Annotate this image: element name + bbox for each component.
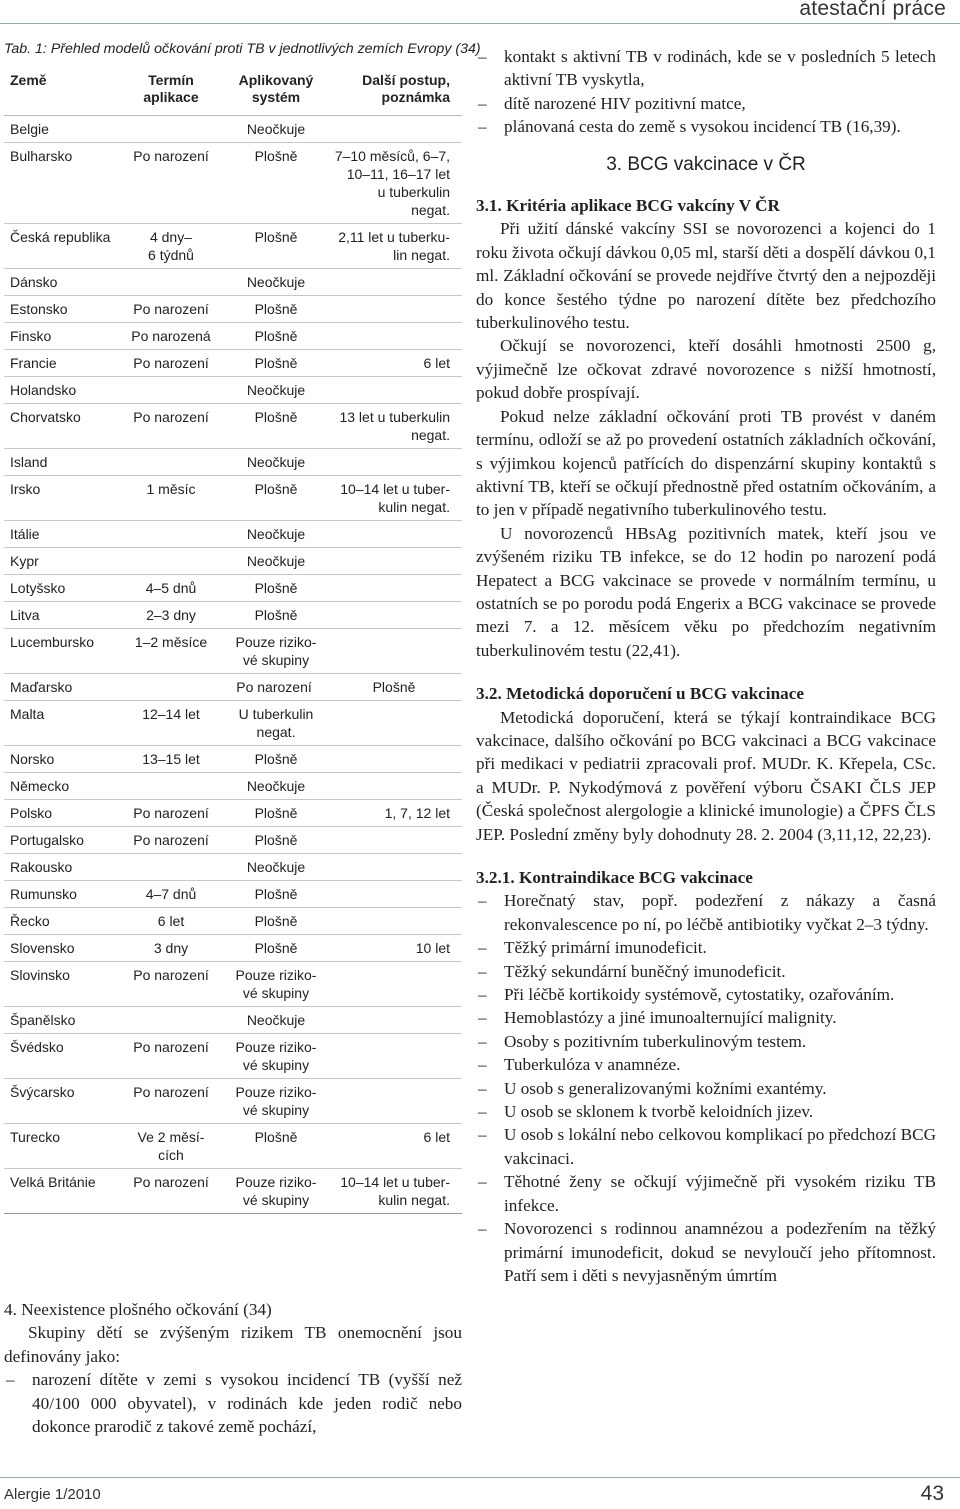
cell-country: Slovinsko [10,967,70,983]
th-time-line1: Termín [148,72,194,88]
cell-note-line: 10–11, 16–17 let [346,166,450,182]
cell-system: Plošně [254,481,298,497]
cell-system: Plošně [254,580,298,596]
table-row [4,449,462,476]
cell-note-line: kulin negat. [378,499,450,515]
cell-system-line: negat. [256,724,296,740]
cell-system: Plošně [254,940,298,956]
contraindication-item-text: Těžký sekundární buněčný imunodeficit. [504,961,786,981]
contraindication-item [476,1217,936,1287]
table-row [4,962,462,1007]
cell-country: Švýcarsko [10,1084,75,1100]
cell-system-line: vé skupiny [242,985,310,1001]
cell-system-line: U tuberkulin [238,706,314,722]
cell-country: Itálie [10,526,40,542]
section-3-1-para: U novorozenců HBsAg pozitivních matek, kteří jsou ve zvýšeném riziku TB infekce, se do 12 hodin po narození podá Hepatect a BCG vakcinace se provede v normálním termínu, u ostatních se po porodu podá Engerix a BCG vakcinace se provede mezi 7. a 12. měsícem věku po předchozím negativním tuberkulinovém testu (22,41). [476,523,936,660]
table-row [4,854,462,881]
cell-time: Po narození [133,1084,209,1100]
section-3-2-1-title: 3.2.1. Kontraindikace BCG vakcinace [476,868,753,887]
cell-time: 3 dny [153,940,189,956]
page-number: 43 [920,1482,944,1505]
cell-country: Česká republika [10,229,111,245]
dash-marker: – [478,891,487,911]
dash-marker: – [478,1102,487,1122]
vaccination-table [4,66,462,1214]
th-note [325,72,450,106]
cell-time: Po narození [133,355,209,371]
section-3-2-para: Metodická doporučení, která se týkají kontraindikace BCG vakcinace, dalšího očkování po BCG vakcinaci a BCG vakcinace při medikaci v pediatrii zpracovali prof. MUDr. K. Křepela, CSc. a MUDr. P. Nykodýmová z pověření výboru ČSAKI ČLS JEP (Česká společnost alergologie a klinické imunologie) a ČPFS ČLS JEP. Poslední změny byly dohodnuty 28. 2. 2004 (3,11,12, 22,23). [476,707,936,844]
contraindication-item [476,1077,936,1100]
section-4 [4,1298,462,1438]
cell-system-line: Pouze riziko- [235,1039,317,1055]
contraindication-item [476,1053,936,1076]
cell-note-line: 13 let u tuberkulin [339,409,450,425]
table-row [4,602,462,629]
cell-note: 6 let [423,355,450,371]
cell-system: Plošně [254,355,298,371]
cell-note [325,408,450,444]
cell-time: 2–3 dny [146,607,196,623]
section-3-title: 3. BCG vakcinace v ČR [606,153,806,175]
dash-marker: – [478,1078,487,1098]
section-3-1-para: Pokud nelze základní očkování proti TB provést v daném termínu, odloží se až po provedení ostatních základních očkování, s výjimkou kojenců patřících do dispenzární skupiny kontaktů s aktivní TB, kteří se očkují přednostně před ostatním očkováním, a to jen v případě negativního tuberkulinového testu. [476,406,936,520]
risk-list-continued [476,45,936,139]
contraindication-item-text: Těhotné ženy se očkují výjimečně při vysokém riziku TB infekce. [504,1172,936,1215]
cell-country: Slovensko [10,940,75,956]
cell-country: Francie [10,355,57,371]
dash-marker: – [478,938,487,958]
risk-item [476,115,936,138]
cell-country: Bulharsko [10,148,73,164]
cell-system: Plošně [254,328,298,344]
cell-time: 1–2 měsíce [134,634,208,650]
table-row [4,323,462,350]
running-head: atestační práce [799,0,946,20]
risk-item [4,1368,462,1438]
cell-system: Neočkuje [246,526,306,542]
cell-country: Polsko [10,805,53,821]
cell-system: Neočkuje [246,859,306,875]
page-header [0,0,960,22]
header-rule [0,23,960,24]
cell-note-line: 7–10 měsíců, 6–7, [334,148,450,164]
cell-system: Plošně [254,301,298,317]
cell-country: Řecko [10,913,50,929]
cell-time-line: Ve 2 měsí- [137,1129,205,1145]
cell-time: 12–14 let [142,706,200,722]
risk-item-text: plánovaná cesta do země s vysokou incidencí TB (16,39). [504,117,901,137]
th-time-line2: aplikace [143,89,199,105]
dash-marker: – [478,961,487,981]
contraindication-item-text: U osob se sklonem k tvorbě keloidních jizev. [504,1102,814,1122]
contraindication-item-text: Těžký primární imunodeficit. [504,938,707,958]
cell-time: Po narození [133,805,209,821]
table-row [4,404,462,449]
cell-system-line: vé skupiny [242,1102,310,1118]
table-row [4,1034,462,1079]
right-column [476,45,936,1287]
cell-time: Po narození [133,1174,209,1190]
cell-country: Velká Británie [10,1174,96,1190]
contraindication-item [476,1030,936,1053]
dash-marker: – [478,1055,487,1075]
cell-note-line: u tuberkulin [377,184,450,200]
table-row [4,269,462,296]
cell-time [116,228,226,264]
cell-country: Německo [10,778,70,794]
section-4-para: Skupiny dětí se zvýšeným rizikem TB onemocnění jsou definovány jako: [4,1323,462,1366]
cell-time: Po narození [133,1039,209,1055]
cell-note-line: 10–14 let u tuber- [340,1174,450,1190]
cell-system: Neočkuje [246,1012,306,1028]
contraindication-item [476,1100,936,1123]
cell-system: Plošně [254,805,298,821]
cell-system-line: Pouze riziko- [235,1174,317,1190]
cell-country: Maďarsko [10,679,73,695]
contraindication-item-text: U osob s lokální nebo celkovou komplikací po předchozí BCG vakcinaci. [504,1125,937,1168]
cell-note-line: 10–14 let u tuber- [340,481,450,497]
cell-note-line: lin negat. [393,247,450,263]
cell-system: Plošně [254,148,298,164]
dash-marker: – [478,1125,487,1145]
cell-country: Chorvatsko [10,409,81,425]
th-country: Země [10,72,47,88]
cell-system: Neočkuje [246,121,306,137]
section-3-1-para: Očkují se novorozenci, kteří dosáhli hmotnosti 2500 g, výjimečně lze očkovat zdravé novorozence s nižší hmotností, pokud dobře prospívají. [476,336,936,403]
cell-country: Belgie [10,121,49,137]
journal-name: Alergie 1/2010 [4,1486,101,1503]
dash-marker: – [478,1219,487,1239]
cell-system: Plošně [254,409,298,425]
cell-system: Neočkuje [246,382,306,398]
cell-note-line: 2,11 let u tuberku- [338,229,450,245]
section-4-list [4,1368,462,1438]
cell-time: Po narozená [131,328,211,344]
cell-time-line: 4 dny– [149,229,193,245]
table-row [4,116,462,143]
cell-time: Po narození [133,967,209,983]
cell-system-line: Pouze riziko- [235,634,317,650]
table-row [4,1169,462,1214]
table-row [4,881,462,908]
section-3-2-title: 3.2. Metodická doporučení u BCG vakcinace [476,684,804,704]
cell-time: 4–5 dnů [145,580,197,596]
table-row [4,224,462,269]
cell-country: Island [10,454,48,470]
cell-system [226,1083,326,1119]
cell-country: Estonsko [10,301,68,317]
cell-country: Španělsko [10,1012,76,1028]
cell-system: Plošně [254,913,298,929]
cell-time: 1 měsíc [146,481,196,497]
contraindication-item [476,936,936,959]
cell-country: Litva [10,607,40,623]
cell-system: Neočkuje [246,454,306,470]
table-row [4,827,462,854]
dash-marker: – [478,47,487,66]
cell-note: 1, 7, 12 let [384,805,450,821]
cell-time: 13–15 let [142,751,200,767]
th-system-line1: Aplikovaný [238,72,314,88]
cell-note: Plošně [372,679,416,695]
cell-note: 10 let [415,940,450,956]
dash-marker: – [6,1370,15,1390]
table-body [4,116,462,1214]
dash-marker: – [478,93,487,113]
cell-system: Plošně [254,607,298,623]
table-row [4,773,462,800]
th-system [226,72,326,106]
section-4-heading: 4. Neexistence plošného očkování (34) [4,1300,272,1319]
table-row [4,629,462,674]
cell-note [325,480,450,516]
table-row [4,1007,462,1034]
cell-system: Neočkuje [246,274,306,290]
cell-time: Po narození [133,148,209,164]
cell-country: Rumunsko [10,886,77,902]
contraindication-item-text: Novorozenci s rodinnou anamnézou a podezřením na těžký primární imunodeficit, dokud se nevyloučí jeho přítomnost. Patří sem i děti s nevyjasněným úmrtím [504,1219,936,1285]
cell-country: Dánsko [10,274,58,290]
cell-system-line: Pouze riziko- [235,967,317,983]
cell-system: Plošně [254,832,298,848]
risk-item [476,92,936,115]
table-row [4,350,462,377]
table-row [4,800,462,827]
table-row [4,1124,462,1169]
table-row [4,521,462,548]
contraindication-item [476,1170,936,1217]
dash-marker: – [478,1031,487,1051]
table-row [4,548,462,575]
cell-system [226,1038,326,1074]
th-note-line1: Další postup, [362,72,450,88]
risk-item [476,45,936,92]
th-system-line2: systém [251,89,301,105]
contraindication-item-text: Horečnatý stav, popř. podezření z nákazy a časná rekonvalescence po ní, po léčbě antibiotiky vyčkat 2–3 týdny. [504,891,936,934]
cell-country: Švédsko [10,1039,64,1055]
cell-system: Plošně [254,229,298,245]
contraindication-list [476,889,936,1287]
cell-time [116,1128,226,1164]
cell-system-line: vé skupiny [242,1057,310,1073]
cell-country: Malta [10,706,45,722]
contraindication-item [476,983,936,1006]
cell-time: 6 let [157,913,185,929]
cell-system: Neočkuje [246,778,306,794]
cell-system [226,705,326,741]
cell-country: Irsko [10,481,41,497]
cell-country: Norsko [10,751,55,767]
table-row [4,746,462,773]
cell-country: Turecko [10,1129,61,1145]
section-3-1-para: Při užití dánské vakcíny SSI se novorozenci a kojenci do 1 roku života očkují dávkou 0,05 ml, starší děti a dospělí dávkou 0,1 ml. Základní očkování se provede nejdříve čtvrtý den a nejpozději do konce šestého týdne po narození dítěte bez předchozího tuberkulinového testu. [476,219,936,333]
table-row [4,377,462,404]
cell-system: Po narození [236,679,312,695]
cell-country: Finsko [10,328,52,344]
cell-note-line: negat. [411,202,450,218]
contraindication-item-text: Osoby s pozitivním tuberkulinovým testem. [504,1031,807,1051]
cell-system [226,966,326,1002]
table-row [4,935,462,962]
risk-item-text: narození dítěte v zemi s vysokou incidencí TB (vyšší než 40/100 000 obyvatel), v rodinách kde jeden rodič nebo dokonce prarodič z takové země pochází, [32,1370,462,1437]
risk-item-text: dítě narozené HIV pozitivní matce, [504,93,746,113]
cell-time: 4–7 dnů [145,886,197,902]
table-row [4,575,462,602]
table-row [4,296,462,323]
cell-time: Po narození [133,832,209,848]
cell-country: Portugalsko [10,832,84,848]
cell-time: Po narození [133,301,209,317]
dash-marker: – [478,1172,487,1192]
cell-system [226,1173,326,1209]
table-row [4,674,462,701]
contraindication-item [476,1006,936,1029]
table-header [4,66,462,116]
table-caption-prefix: Tab. [4,41,32,57]
risk-item-text: kontakt s aktivní TB v rodinách, kde se v posledních 5 letech aktivní TB vyskytla, [504,47,936,90]
table-row [4,476,462,521]
footer-rule [0,1477,960,1478]
table-row [4,143,462,224]
cell-time-line: cích [158,1147,184,1163]
cell-note [325,1173,450,1209]
cell-country: Lotyšsko [10,580,66,596]
th-time [116,72,226,106]
cell-time: Po narození [133,409,209,425]
cell-system: Neočkuje [246,553,306,569]
contraindication-item-text: Hemoblastózy a jiné imunoalternující malignity. [504,1008,837,1028]
dash-marker: – [478,985,487,1005]
table-row [4,1079,462,1124]
cell-system [226,633,326,669]
cell-country: Holandsko [10,382,77,398]
cell-system-line: vé skupiny [242,652,310,668]
table-caption-text: 1: Přehled modelů očkování proti TB v jednotlivých zemích Evropy (34) [35,41,481,57]
table-row [4,701,462,746]
dash-marker: – [478,1008,487,1028]
cell-note [325,228,450,264]
cell-note [325,147,450,219]
cell-system: Plošně [254,1129,298,1145]
cell-note: 6 let [423,1129,450,1145]
contraindication-item [476,1123,936,1170]
cell-country: Rakousko [10,859,73,875]
contraindication-item [476,889,936,936]
table-caption [4,41,481,57]
contraindication-item-text: U osob s generalizovanými kožními exantémy. [504,1078,827,1098]
cell-country: Lucembursko [10,634,95,650]
cell-country: Kypr [10,553,39,569]
cell-system: Plošně [254,751,298,767]
cell-note-line: negat. [411,427,450,443]
contraindication-item [476,960,936,983]
contraindication-item-text: Při léčbě kortikoidy systémově, cytostatiky, ozařováním. [504,985,895,1005]
section-3-1-body [476,217,936,662]
cell-time-line: 6 týdnů [148,247,194,263]
contraindication-item-text: Tuberkulóza v anamnéze. [504,1055,681,1075]
table-row [4,908,462,935]
cell-system-line: Pouze riziko- [235,1084,317,1100]
section-3-1-title: 3.1. Kritéria aplikace BCG vakcíny V ČR [476,196,780,216]
dash-marker: – [478,117,487,137]
th-note-line2: poznámka [381,89,450,105]
cell-note-line: kulin negat. [378,1192,450,1208]
cell-system-line: vé skupiny [242,1192,310,1208]
cell-system: Plošně [254,886,298,902]
